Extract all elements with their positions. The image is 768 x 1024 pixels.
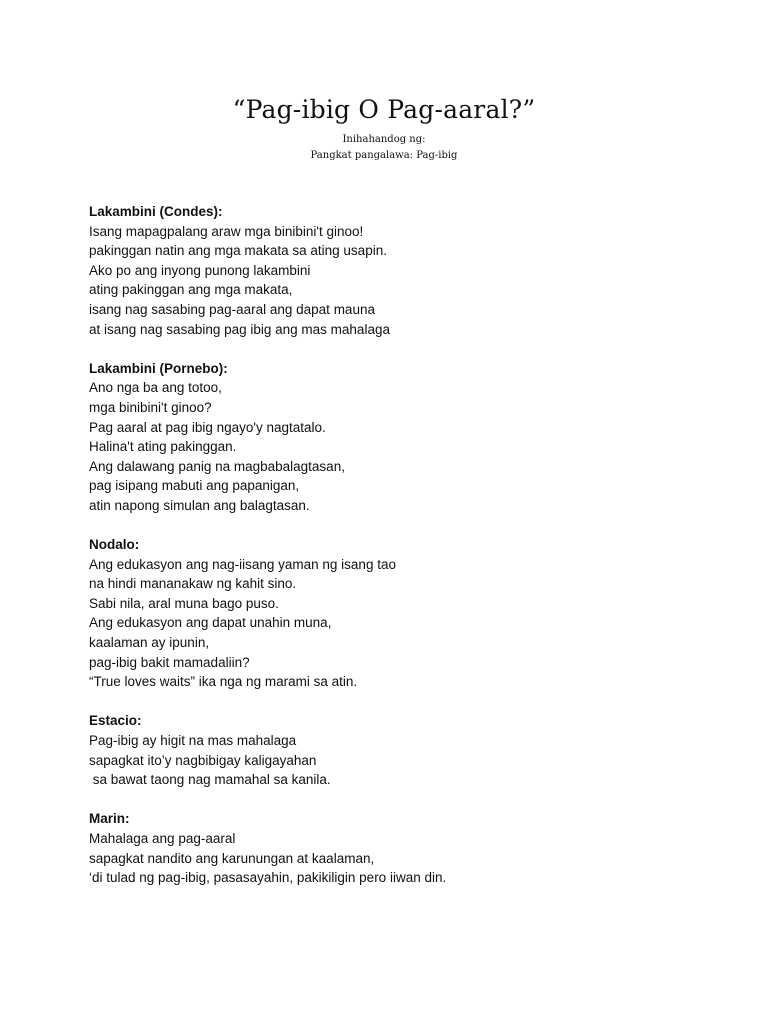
verse-line: Halina't ating pakinggan. xyxy=(89,439,237,455)
speaker-name: Lakambini (Condes): xyxy=(89,204,223,219)
verse-line: Ang edukasyon ang nag-iisang yaman ng isang tao xyxy=(89,556,396,572)
verse-line: “True loves waits” ika nga ng marami sa atin. xyxy=(89,674,358,690)
verse-line: ating pakinggan ang mga makata, xyxy=(89,282,293,298)
verse-line: na hindi mananakaw ng kahit sino. xyxy=(89,576,297,592)
verse-line: Isang mapagpalang araw mga binibini't ginoo! xyxy=(89,223,364,239)
verse-line: kaalaman ay ipunin, xyxy=(89,635,210,651)
verse-line: Ano nga ba ang totoo, xyxy=(89,380,222,396)
verse-line: atin napong simulan ang balagtasan. xyxy=(89,497,310,513)
verse-line: at isang nag sasabing pag ibig ang mas mahalaga xyxy=(89,321,390,337)
verse-line: pag-ibig bakit mamadaliin? xyxy=(89,654,250,670)
section-marin xyxy=(89,809,689,887)
section-estacio xyxy=(89,711,689,789)
verse-line: Ako po ang inyong punong lakambini xyxy=(89,262,311,278)
speaker-name: Estacio: xyxy=(89,713,142,729)
verse-line: mga binibini't ginoo? xyxy=(89,399,212,415)
document-header xyxy=(0,90,768,164)
speaker-name: Nodalo: xyxy=(89,537,140,553)
section-lakambini-pornebo xyxy=(89,359,689,516)
section-lakambini-condes xyxy=(89,202,689,339)
speaker-name: Lakambini (Pornebo): xyxy=(89,360,228,376)
presented-by-label: Inihahandog ng: xyxy=(342,134,426,145)
verse-line: ‘di tulad ng pag-ibig, pasasayahin, pakikiligin pero iiwan din. xyxy=(89,870,447,886)
verse-line: Pag aaral at pag ibig ngayo'y nagtatalo. xyxy=(89,419,326,435)
document-title: “Pag-ibig O Pag-aaral?” xyxy=(232,95,536,124)
verse-line: pag isipang mabuti ang papanigan, xyxy=(89,478,300,494)
verse-line: pakinggan natin ang mga makata sa ating usapin. xyxy=(89,243,387,259)
section-nodalo xyxy=(89,535,689,692)
group-name: Pangkat pangalawa: Pag-ibig xyxy=(310,150,458,161)
verse-line: sa bawat taong nag mamahal sa kanila. xyxy=(89,772,331,788)
verse-line: Mahalaga ang pag-aaral xyxy=(89,831,236,846)
verse-line: sapagkat ito’y nagbibigay kaligayahan xyxy=(89,752,317,768)
dialogue-body xyxy=(89,202,689,907)
speaker-name: Marin: xyxy=(89,811,130,827)
verse-line: Sabi nila, aral muna bago puso. xyxy=(89,595,279,611)
verse-line: isang nag sasabing pag-aaral ang dapat mauna xyxy=(89,301,375,317)
verse-line: Pag-ibig ay higit na mas mahalaga xyxy=(89,733,297,749)
verse-line: Ang edukasyon ang dapat unahin muna, xyxy=(89,615,332,631)
verse-line: sapagkat nandito ang karunungan at kaalaman, xyxy=(89,850,375,866)
verse-line: Ang dalawang panig na magbabalagtasan, xyxy=(89,458,345,474)
